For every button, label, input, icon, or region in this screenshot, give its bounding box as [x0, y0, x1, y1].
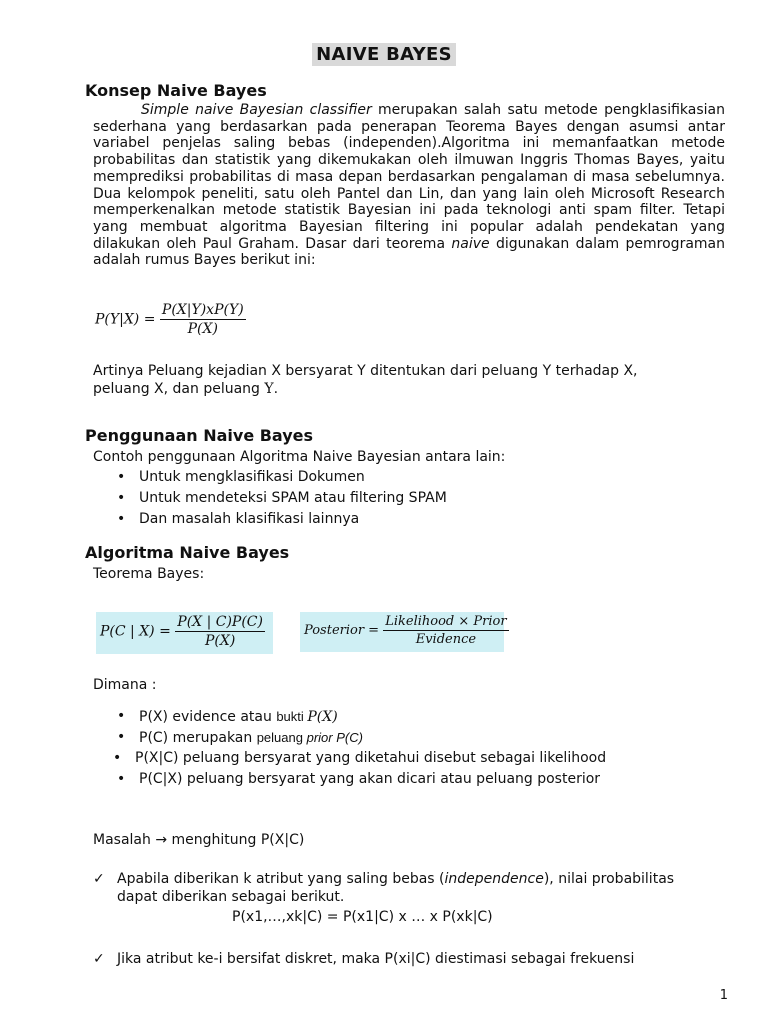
checkmark-icon: ✓: [93, 871, 105, 887]
check1-italic: independence: [444, 871, 544, 887]
bayes-formula-box: [96, 612, 273, 654]
formula1-numerator: P(X|Y)xP(Y): [161, 302, 244, 318]
box1-formula: [100, 614, 265, 649]
def-0-b: bukti: [276, 709, 308, 724]
meaning-2c: .: [273, 381, 279, 397]
box1-numerator: P(X | C)P(C): [177, 614, 263, 630]
box2-formula: [304, 614, 509, 647]
heading-konsep: Konsep Naive Bayes: [85, 81, 267, 100]
list-item: • Dan masalah klasifikasi lainnya: [117, 509, 447, 530]
formula1-denominator: P(X): [187, 321, 218, 337]
def-1-a: P(C) merupakan: [139, 730, 257, 746]
teorema-intro: Teorema Bayes:: [93, 566, 205, 582]
bayes-formula-1: [95, 302, 246, 337]
box2-fraction: [383, 614, 508, 647]
definitions-list: [117, 706, 606, 790]
masalah-line: [93, 832, 304, 848]
masalah-b: menghitung P(X|C): [167, 832, 305, 848]
list-item: • Untuk mendeteksi SPAM atau filtering SPAM: [117, 488, 447, 509]
page-number: 1: [719, 988, 728, 1003]
independence-formula: P(x1,…,xk|C) = P(x1|C) x … x P(xk|C): [232, 909, 493, 925]
check1-a: Apabila diberikan k atribut yang saling bebas (: [117, 871, 445, 887]
list-item: [117, 727, 606, 748]
meaning-line-1: Artinya Peluang kejadian X bersyarat Y ditentukan dari peluang Y terhadap X,: [93, 363, 638, 379]
checkmark-icon: ✓: [93, 951, 105, 967]
para-italic-word: naive: [451, 235, 490, 252]
box2-denominator: Evidence: [415, 632, 477, 647]
konsep-paragraph: [93, 102, 725, 269]
heading-algoritma: Algoritma Naive Bayes: [85, 543, 290, 562]
penggunaan-intro: Contoh penggunaan Algoritma Naive Bayesian antara lain:: [93, 449, 506, 465]
check1-b: ), nilai probabilitas: [543, 871, 675, 887]
para-part1: merupakan salah satu metode pengklasifikasian sederhana yang berdasarkan pada penerapan Teorema Bayes dengan asumsi antar variabel penjelas saling bebas (independen).Algoritma ini memanfaatkan metode probabilitas dan statistik yang dikemukakan oleh ilmuwan Inggris Thomas Bayes, yaitu memprediksi probabilitas di masa depan berdasarkan pengalaman di masa sebelumnya. Dua kelompok peneliti, satu oleh Pantel dan Lin, dan yang lain oleh Microsoft Research memperkenalkan metode statistik Bayesian ini pada teknologi anti spam filter. Tetapi yang membuat algoritma Bayesian filtering ini popular adalah pendekatan yang dilakukan oleh Paul Graham. Dasar dari teorema: [93, 102, 725, 252]
masalah-a: Masalah: [93, 832, 156, 848]
box1-lhs: P(C | X) =: [100, 623, 171, 640]
formula1-fraction: [160, 302, 246, 337]
def-1-c: prior P(C): [306, 730, 363, 745]
def-2-a: P(X|C) peluang bersyarat yang diketahui disebut sebagai likelihood: [135, 750, 607, 766]
list-item: [117, 706, 606, 727]
def-3-a: P(C|X) peluang bersyarat yang akan dicari atau peluang posterior: [139, 771, 601, 787]
box1-fraction: [175, 614, 265, 649]
box2-lhs: Posterior =: [304, 623, 380, 638]
check2-text: Jika atribut ke-i bersifat diskret, maka P(xi|C) diestimasi sebagai frekuensi: [117, 951, 635, 967]
arrow-right-icon: →: [155, 832, 168, 848]
box1-denominator: P(X): [204, 633, 236, 649]
dimana-label: Dimana :: [93, 677, 157, 693]
heading-penggunaan: Penggunaan Naive Bayes: [85, 426, 314, 445]
formula1-lhs: P(Y|X) =: [95, 311, 156, 328]
meaning-2b: Y: [264, 381, 274, 397]
page-title: [0, 44, 768, 65]
list-item: [113, 748, 606, 769]
page-title-text: NAIVE BAYES: [312, 43, 456, 66]
def-1-b: peluang: [256, 730, 307, 745]
para-italic-lead: Simple naive Bayesian classifier: [141, 102, 372, 118]
meaning-2a: peluang X, dan peluang: [93, 381, 265, 397]
def-0-c: P(X): [307, 709, 338, 725]
posterior-formula-box: [300, 612, 507, 652]
list-item: [117, 769, 606, 790]
check1-line1: [117, 871, 674, 888]
penggunaan-list: [117, 467, 447, 530]
def-0-a: P(X) evidence atau: [139, 709, 277, 725]
meaning-line-2: [93, 381, 278, 397]
list-item: • Untuk mengklasifikasi Dokumen: [117, 467, 447, 488]
check1-line2: dapat diberikan sebagai berikut.: [117, 889, 345, 905]
para-part2: digunakan dalam pemrograman adalah rumus Bayes berikut ini:: [93, 235, 725, 269]
box2-numerator: Likelihood × Prior: [385, 614, 507, 629]
